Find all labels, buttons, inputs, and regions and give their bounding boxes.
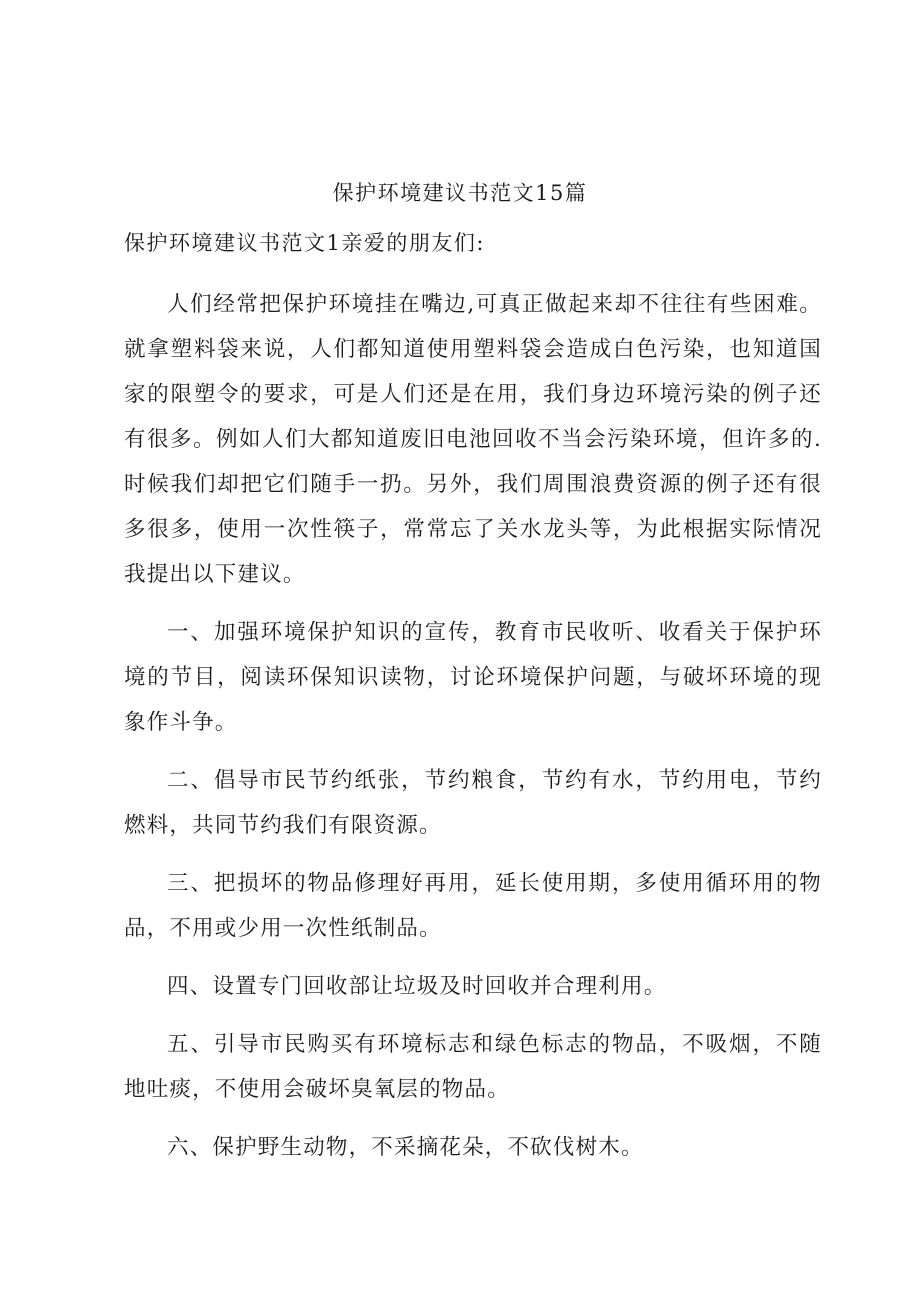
paragraph-suggestion-1: 一、加强环境保护知识的宣传，教育市民收听、收看关于保护环境的节目，阅读环保知识读物，讨论环境保护问题，与破坏环境的现象作斗争。 [124, 620, 822, 735]
paragraph-intro: 人们经常把保护环境挂在嘴边,可真正做起来却不往往有些困难。就拿塑料袋来说，人们都知道使用塑料袋会造成白色污染，也知道国家的限塑令的要求，可是人们还是在用，我们身边环境污染的例子还有很多。例如人们大都知道废旧电池回收不当会污染环境，但许多的.时候我们却把它们随手一扔。另外，我们周围浪费资源的例子还有很多很多，使用一次性筷子，常常忘了关水龙头等，为此根据实际情况我提出以下建议。 [124, 292, 822, 587]
document-title: 保护环境建议书范文15篇 [332, 181, 588, 205]
paragraph-suggestion-4: 四、设置专门回收部让垃圾及时回收并合理利用。 [167, 974, 667, 999]
paragraph-suggestion-5: 五、引导市民购买有环境标志和绿色标志的物品，不吸烟，不随地吐痰，不使用会破坏臭氧层的物品。 [124, 1032, 822, 1102]
paragraph-suggestion-3: 三、把损坏的物品修理好再用，延长使用期，多使用循环用的物品，不用或少用一次性纸制品。 [124, 871, 822, 941]
document-intro: 保护环境建议书范文1亲爱的朋友们: [124, 231, 485, 255]
paragraph-suggestion-6: 六、保护野生动物，不采摘花朵，不砍伐树木。 [167, 1135, 644, 1160]
paragraph-suggestion-2: 二、倡导市民节约纸张，节约粮食，节约有水，节约用电，节约燃料，共同节约我们有限资源。 [124, 768, 822, 838]
document-body [124, 282, 822, 1183]
